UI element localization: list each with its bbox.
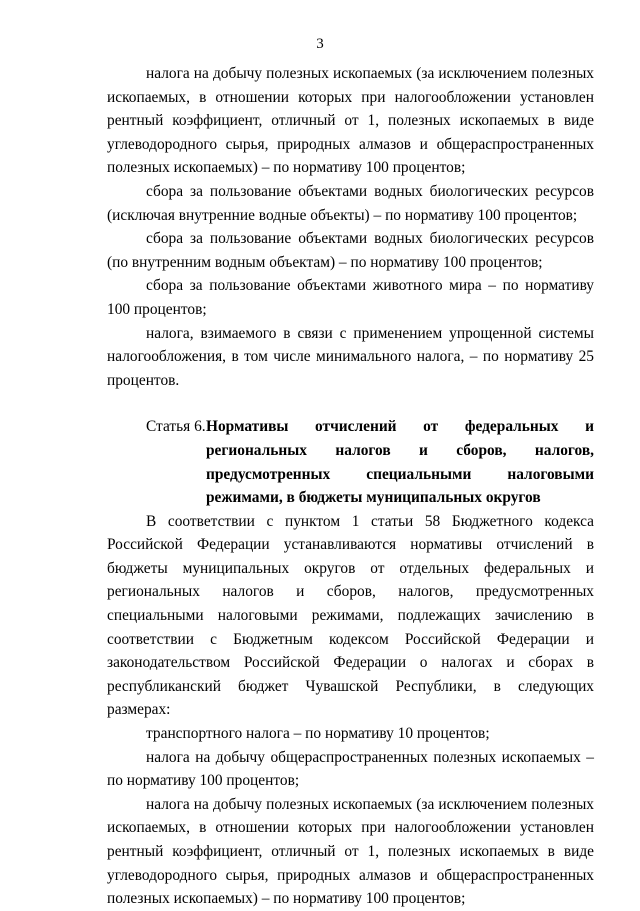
paragraph: налога на добычу полезных ископаемых (за исключением полезных ископаемых, в отношении которых при налогообложении установлен рентный коэффициент, отличный от 1, полезных ископаемых в виде углеводородного сырья, природных алмазов и общераспространенных полезных ископаемых) – по нормативу 100 процентов; bbox=[107, 65, 594, 177]
paragraph: сбора за пользование объектами водных биологических ресурсов (исключая внутренние водные объекты) – по нормативу 100 процентов; bbox=[107, 182, 594, 224]
paragraph: транспортного налога – по нормативу 10 процентов; bbox=[146, 725, 490, 743]
paragraph: налога на добычу общераспространенных полезных ископаемых – по нормативу 100 процентов; bbox=[107, 748, 594, 790]
paragraph: сбора за пользование объектами водных биологических ресурсов (по внутренним водным объектам) – по нормативу 100 процентов; bbox=[107, 230, 594, 271]
paragraph: налога, взимаемого в связи с применением упрощенной системы налогообложения, в том числе минимального налога, – по нормативу 25 процентов. bbox=[107, 324, 594, 389]
paragraph: В соответствии с пунктом 1 статьи 58 Бюджетного кодекса Российской Федерации устанавливаются нормативы отчислений в бюджеты муниципальных округов от отдельных федеральных и региональных налогов и сборов, налогов, предусмотренных специальными налоговыми режимами, подлежащих зачислению в соответствии с Бюджетным кодексом Российской Федерации и законодательством Российской Федерации о налогах и сборах в республиканский бюджет Чувашской Республики, в следующих размерах: bbox=[107, 512, 594, 719]
page-number: 3 bbox=[316, 36, 324, 52]
article-title: Нормативы отчислений от федеральных и региональных налогов и сборов, налогов, предусмотренных специальными налоговыми режимами, в бюджеты муниципальных округов bbox=[206, 418, 594, 507]
paragraph: налога на добычу полезных ископаемых (за исключением полезных ископаемых, в отношении которых при налогообложении установлен рентный коэффициент, отличный от 1, полезных ископаемых в виде углеводородного сырья, природных алмазов и общераспространенных полезных ископаемых) – по нормативу 100 процентов; bbox=[107, 795, 594, 908]
article-number: Статья 6. bbox=[146, 418, 206, 436]
paragraph: сбора за пользование объектами животного мира – по нормативу 100 процентов; bbox=[107, 277, 594, 318]
article-heading bbox=[107, 415, 594, 509]
document-body bbox=[107, 62, 594, 911]
